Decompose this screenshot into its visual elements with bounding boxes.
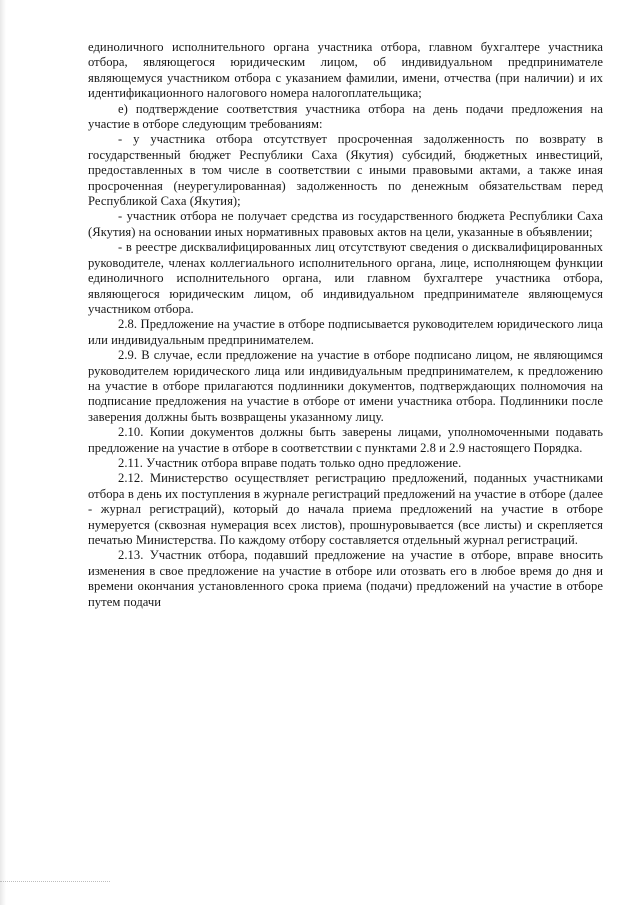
paragraph-2-8: 2.8. Предложение на участие в отборе подписывается руководителем юридического лица или индивидуальным предпринимателем. xyxy=(88,317,603,347)
paragraph-2-11: 2.11. Участник отбора вправе подать только одно предложение. xyxy=(118,455,462,470)
paragraph-2-12: 2.12. Министерство осуществляет регистрацию предложений, поданных участниками отбора в день их поступления в журнале регистраций предложений на участие в отборе (далее - журнал регистраций), который до начала приема предложений на участие в отборе нумеруется (сквозная нумерация всех листов), прошнуровывается (все листы) и скрепляется печатью Министерства. По каждому отбору составляется отдельный журнал регистраций. xyxy=(88,471,603,547)
paragraph-no-overdue-debt: - у участника отбора отсутствует просроченная задолженность по возврату в государственный бюджет Республики Саха (Якутия) субсидий, бюджетных инвестиций, предоставленных в том числе в соответствии с иными правовыми актами, а также иная просроченная (неурегулированная) задолженность по денежным обязательствам перед Республикой Саха (Якутия); xyxy=(88,132,603,209)
paragraph-no-other-funding: - участник отбора не получает средства из государственного бюджета Республики Саха (Якутия) на основании иных нормативных правовых актов на цели, указанные в объявлении; xyxy=(88,209,603,239)
paragraph-requirements-intro: е) подтверждение соответствия участника отбора на день подачи предложения на участие в отборе следующим требованиям: xyxy=(88,101,603,132)
paragraph-2-13: 2.13. Участник отбора, подавший предложение на участие в отборе, вправе вносить изменения в свое предложение на участие в отборе или отозвать его в любое время до дня и времени окончания установленного срока приема (подачи) предложений на участие в отборе путем подачи xyxy=(88,548,603,609)
document-page xyxy=(88,40,603,610)
paragraph-2-9: 2.9. В случае, если предложение на участие в отборе подписано лицом, не являющимся руководителем юридического лица или индивидуальным предпринимателем, к предложению на участие в отборе прилагаются подлинники документов, подтверждающих полномочия на подписание предложения на участие в отборе от имени участника отбора. Подлинники после заверения должны быть возвращены указанному лицу. xyxy=(88,348,603,424)
scan-left-edge-shadow xyxy=(0,0,6,905)
paragraph-disqualified-registry: - в реестре дисквалифицированных лиц отсутствуют сведения о дисквалифицированных руководителе, членах коллегиального исполнительного органа, лице, исполняющем функции единоличного исполнительного органа, или главном бухгалтере участника отбора, являющегося юридическим лицом, об индивидуальном предпринимателе являющемуся участником отбора. xyxy=(88,240,603,316)
paragraph-continuation: единоличного исполнительного органа участника отбора, главном бухгалтере участника отбора, являющегося юридическим лицом, об индивидуальном предпринимателе являющемуся участником отбора с указанием фамилии, имени, отчества (при наличии) и их идентификационного налогового номера налогоплательщика; xyxy=(88,40,603,101)
paragraph-2-10: 2.10. Копии документов должны быть заверены лицами, уполномоченными подавать предложение на участие в отборе в соответствии с пунктами 2.8 и 2.9 настоящего Порядка. xyxy=(88,425,603,455)
scan-bottom-artifact xyxy=(0,881,110,883)
